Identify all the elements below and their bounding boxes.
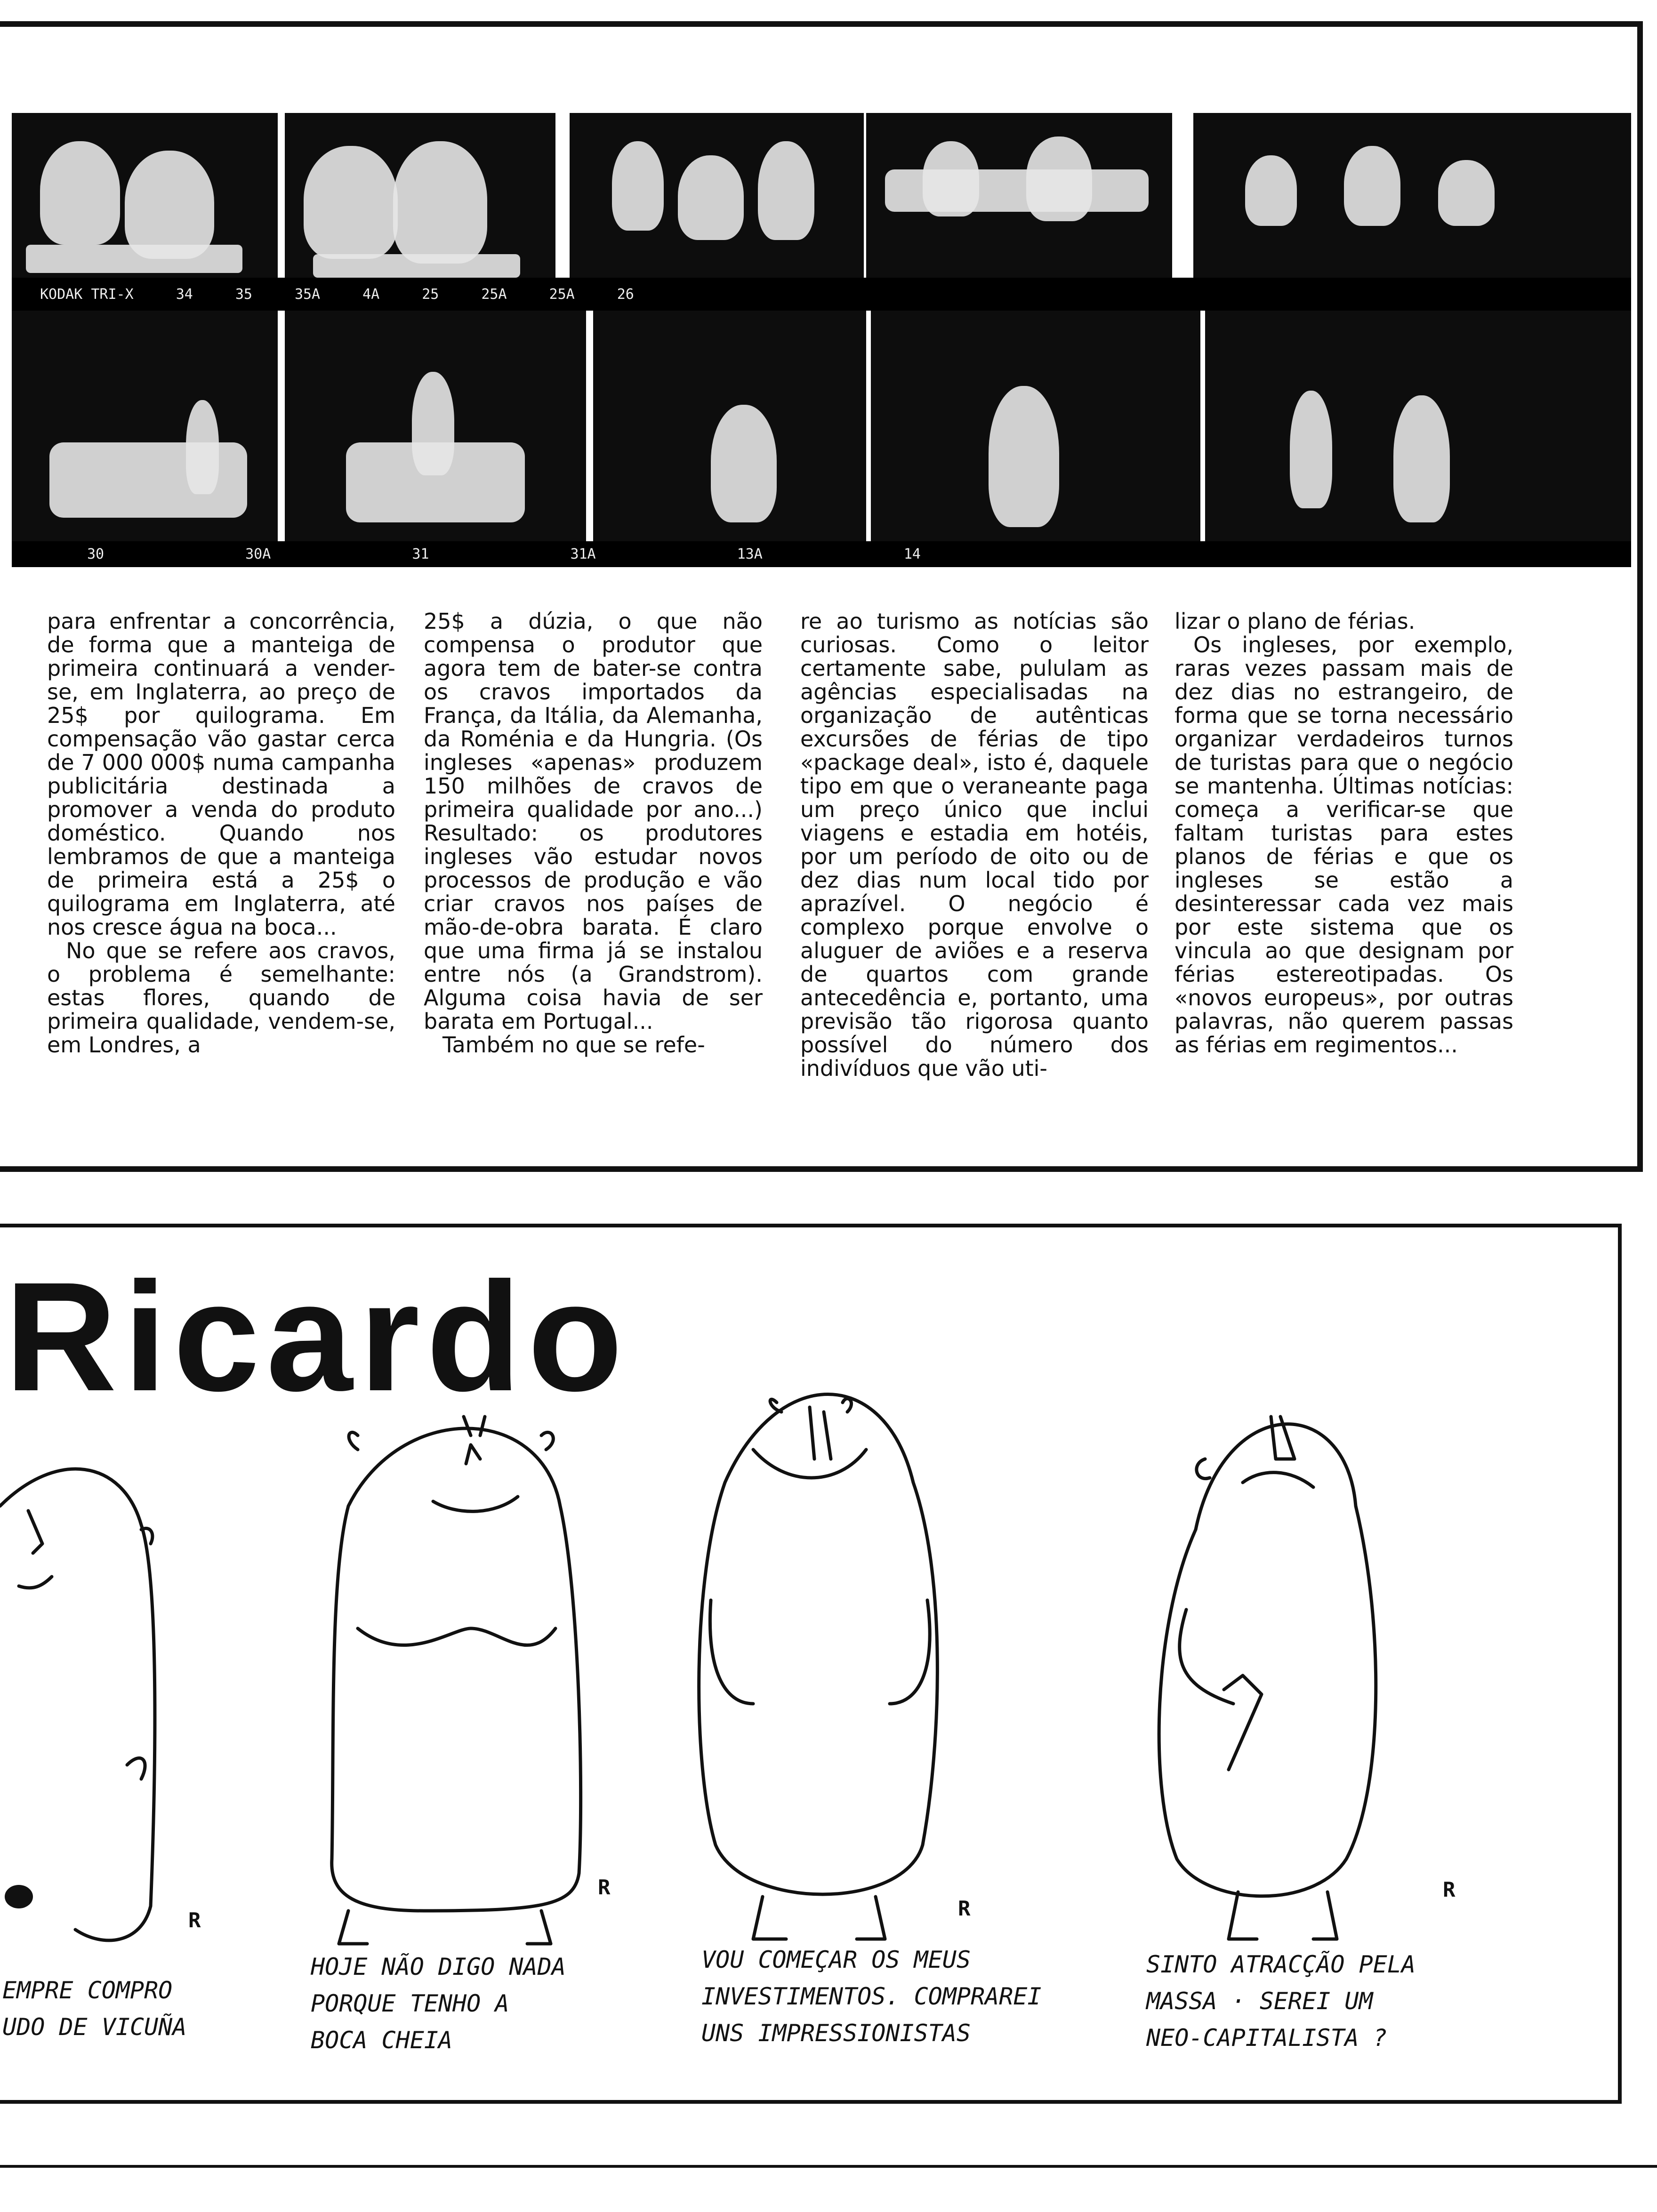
frame-number: 14	[903, 546, 921, 562]
photo-frame-9	[871, 311, 1200, 565]
photo-frame-5	[1193, 113, 1631, 278]
paragraph: Também no que se refe-	[442, 1032, 705, 1058]
photo-frame-2	[285, 113, 555, 301]
cartoon-drawings	[0, 1365, 1619, 1977]
film-edge-top	[12, 278, 1631, 311]
cartoon-brand: Ricardo	[5, 1250, 629, 1423]
paragraph: 25$ a dúzia, o que não compensa o produtor que agora tem de bater-se contra os cravos importados da França, da Itália, da Alemanha, da Roménia e da Hungria. (Os ingleses «apenas» produzem 150 milhões de cravos de primeira qualidade por ano...) Resultado: os produtores ingleses vão estudar novos processos de produção e vão criar cravos nos países de mão-de-obra barata. É claro que uma firma já se instalou entre nós (a Grandstrom). Alguma coisa havia de ser barata em Portugal...	[424, 609, 763, 1034]
frame-number: 13A	[737, 546, 763, 562]
paragraph: para enfrentar a concorrência, de forma que a manteiga de primeira continuará a vender-se, em Inglaterra, ao preço de 25$ por quilograma. Em compensação vão gastar cerca de 7 000 000$ numa campanha publicitária destinada a promover a venda do produto doméstico. Quando nos lembramos de que a manteiga de primeira está a 25$ o quilograma em Inglaterra, até nos cresce água na boca...	[47, 609, 395, 940]
cartoon-figure-2	[332, 1417, 581, 1944]
cartoon-caption-1: EMPRE COMPRO UDO DE VICUÑA	[2, 1977, 187, 2041]
photo-frame-10	[1205, 311, 1631, 565]
artist-signature: R	[1443, 1878, 1456, 1902]
article-column-2	[424, 609, 763, 1057]
cartoon-figure-1	[0, 1469, 155, 1940]
bottom-rule	[0, 2165, 1657, 2168]
frame-number: 35A	[294, 286, 321, 303]
frame-number: 31A	[570, 546, 596, 562]
frame-number: 25A	[549, 286, 575, 303]
photo-frame-6	[12, 311, 278, 565]
paragraph: re ao turismo as notícias são curiosas. Como o leitor certamente sabe, pululam as agências especialisadas na organização de autênticas excursões de férias de tipo «package deal», isto é, daquele tipo em que o veraneante paga um preço único que inclui viagens e estadia em hotéis, por um período de oito ou de dez dias num local tido por aprazível. O negócio é complexo porque envolve o aluguer de aviões e a reserva de quartos com grande antecedência e, portanto, uma previsão tão rigorosa quanto possível do número dos indivíduos que vão uti-	[800, 609, 1149, 1081]
photo-frame-7	[285, 311, 586, 565]
photo-frame-3	[570, 113, 864, 278]
article-column-3	[800, 609, 1149, 1080]
frame-number: 26	[617, 286, 634, 303]
photo-frame-8	[593, 311, 866, 565]
frame-number: 31	[412, 546, 429, 562]
frame-number: 34	[176, 286, 193, 303]
artist-signature: R	[598, 1875, 611, 1899]
article-column-1	[47, 609, 395, 1057]
cartoon-figure-4	[1159, 1417, 1376, 1939]
cartoon-figure-3	[699, 1395, 938, 1940]
frame-number: 30	[87, 546, 105, 562]
photo-frame-1	[12, 113, 278, 301]
paragraph: No que se refere aos cravos, o problema é semelhante: estas flores, quando de primeira qualidade, vendem-se, em Londres, a	[47, 938, 395, 1058]
paragraph: Os ingleses, por exemplo, raras vezes passam mais de dez dias no estrangeiro, de forma que se torna necessário organizar verdadeiros turnos de turistas para que o negócio se mantenha. Últimas notícias: começa a verificar-se que faltam turistas para estes planos de férias e que os ingleses se estão a desinteressar cada vez mais por este sistema que os vincula ao que designam por férias estereotipadas. Os «novos europeus», por outras palavras, não querem passas as férias em regimentos...	[1174, 632, 1513, 1058]
edge-text: KODAK TRI-X	[40, 286, 134, 303]
artist-signature: R	[188, 1908, 201, 1932]
article-column-4	[1174, 609, 1513, 1057]
frame-number: 35	[235, 286, 252, 303]
cartoon-caption-2: HOJE NÃO DIGO NADA PORQUE TENHO A BOCA CHEIA	[311, 1953, 566, 2054]
frame-number: 25A	[481, 286, 507, 303]
frame-number: 25	[422, 286, 439, 303]
film-edge-bottom	[12, 541, 1631, 567]
frame-number: 30A	[245, 546, 271, 562]
cartoon-caption-4: SINTO ATRACÇÃO PELA MASSA · SEREI UM NEO-CAPITALISTA ?	[1146, 1951, 1416, 2052]
paragraph: lizar o plano de férias.	[1174, 609, 1416, 634]
frame-number: 4A	[362, 286, 380, 303]
photo-frame-4	[866, 113, 1172, 278]
cartoon-caption-3: VOU COMEÇAR OS MEUS INVESTIMENTOS. COMPRAREI UNS IMPRESSIONISTAS	[701, 1946, 1042, 2047]
artist-signature: R	[958, 1897, 971, 1921]
